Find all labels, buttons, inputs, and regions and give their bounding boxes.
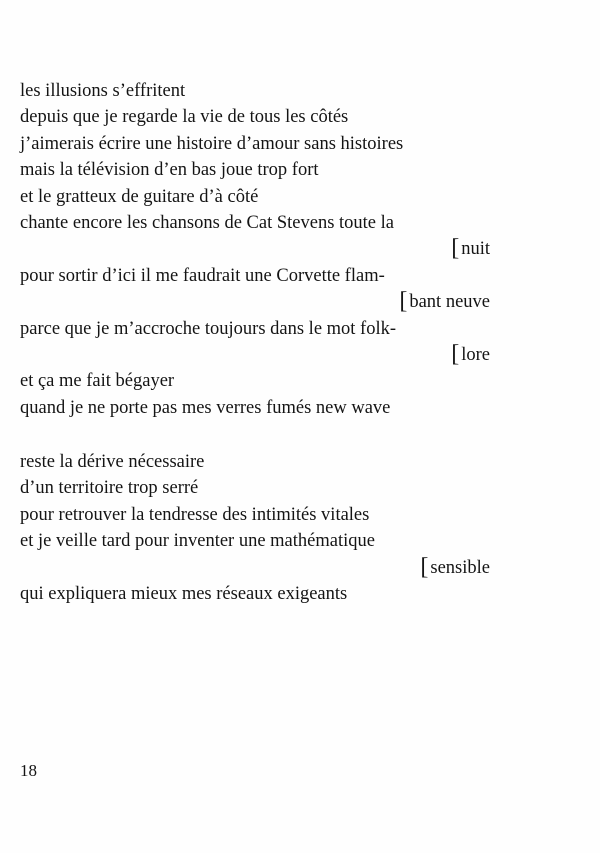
poem-line-text: quand je ne porte pas mes verres fumés new wave (20, 397, 391, 418)
poem-line-turnover (20, 289, 490, 315)
turnover-bracket: [ (399, 288, 408, 315)
poem-line (20, 475, 490, 501)
poem-line-turnover (20, 555, 490, 581)
poem-line-text: parce que je m’accroche toujours dans le mot folk- (20, 318, 397, 339)
page-number: 18 (20, 761, 37, 780)
poem-line (20, 395, 490, 421)
poem-line-text: et ça me fait bégayer (20, 371, 175, 392)
poem-line-text: nuit (461, 239, 490, 260)
poem-line-text: et je veille tard pour inventer une mathématique (20, 531, 375, 552)
poem-line-text: qui expliquera mieux mes réseaux exigeants (20, 583, 348, 604)
poem-line-text: d’un territoire trop serré (20, 478, 199, 499)
poem-line (20, 263, 490, 289)
poem-line (20, 368, 490, 394)
poem-line (20, 316, 490, 342)
poem-line (20, 581, 490, 607)
poem-line (20, 184, 490, 210)
poem-line-text: bant neuve (409, 292, 490, 313)
poem-line (20, 104, 490, 130)
poem-line-text: lore (461, 344, 490, 365)
poem-line (20, 210, 490, 236)
poem-line-text: les illusions s’effritent (20, 81, 186, 101)
poem-line-text: mais la télévision d’en bas joue trop fort (20, 160, 319, 181)
poem-line-text: depuis que je regarde la vie de tous les côtés (20, 107, 349, 128)
poem-line-turnover (20, 342, 490, 368)
poem-line (20, 502, 490, 528)
poem-line-turnover (20, 236, 490, 262)
poem-line (20, 78, 490, 104)
poem-line-text: et le gratteux de guitare d’à côté (20, 186, 259, 207)
poem-line-text: pour sortir d’ici il me faudrait une Corvette flam- (20, 265, 385, 286)
poem-stanza (20, 449, 490, 607)
poem-line (20, 449, 490, 475)
turnover-bracket: [ (451, 235, 460, 262)
turnover-bracket: [ (420, 553, 429, 580)
poem-line (20, 131, 490, 157)
poem-line (20, 157, 490, 183)
poem-line-text: pour retrouver la tendresse des intimités vitales (20, 504, 370, 525)
poem-line-text: reste la dérive nécessaire (20, 452, 205, 472)
poem-line-text: j’aimerais écrire une histoire d’amour sans histoires (20, 133, 404, 154)
poem-line-text: chante encore les chansons de Cat Stevens toute la (20, 212, 394, 233)
turnover-bracket: [ (451, 340, 460, 367)
poem-line-text: sensible (430, 557, 490, 578)
poem-line (20, 528, 490, 554)
poem-stanza (20, 78, 490, 421)
